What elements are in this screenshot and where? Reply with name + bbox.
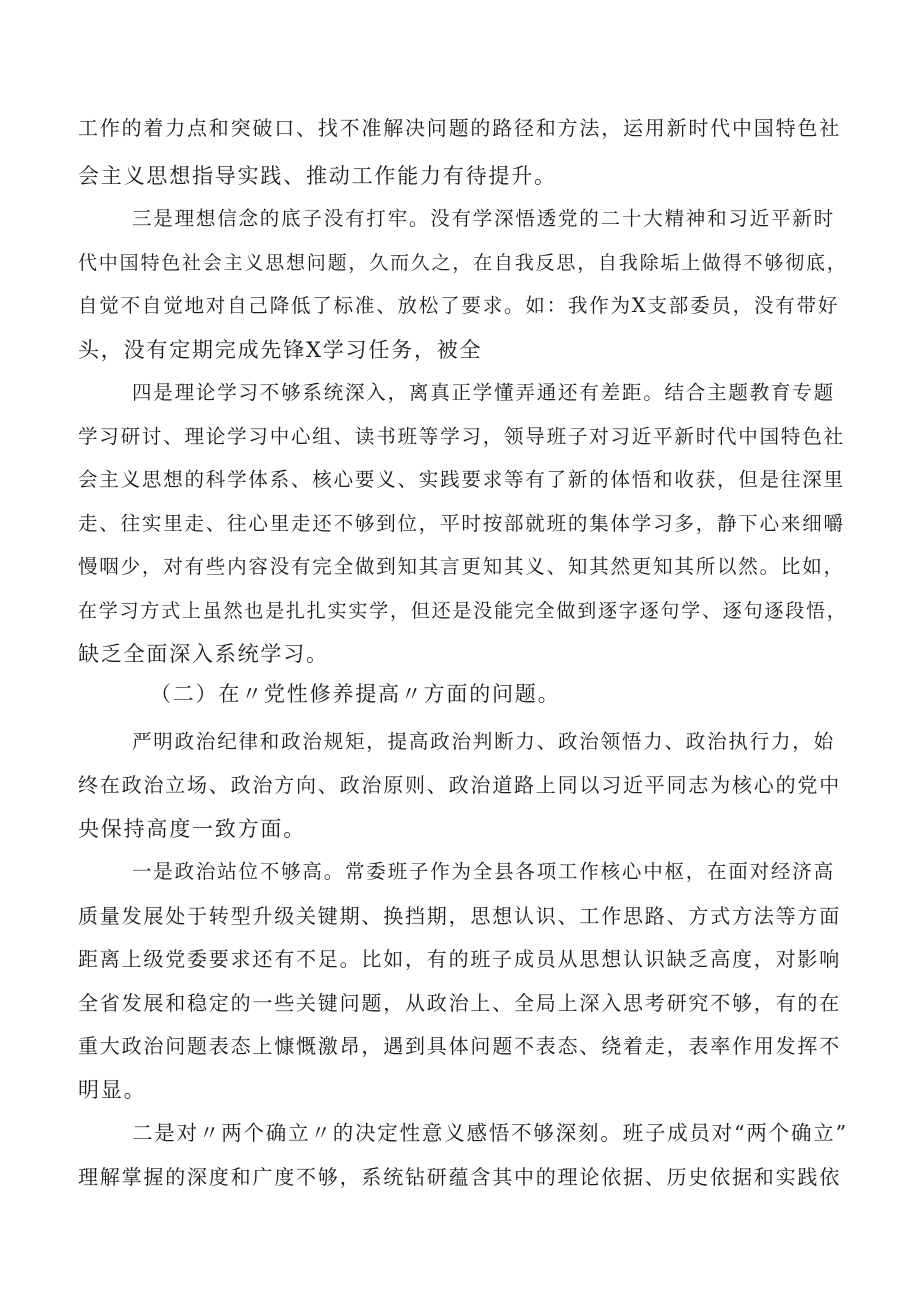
paragraph-line: 二是对〃两个确立〃的决定性意义感悟不够深刻。班子成员对“两个确立” — [132, 1121, 848, 1145]
paragraph-line: 三是理想信念的底子没有打牢。没有学深悟透党的二十大精神和习近平新时 — [132, 207, 835, 230]
paragraph-line: 工作的着力点和突破口、找不准解决问题的路径和方法，运用新时代中国特色社 — [78, 116, 841, 140]
paragraph-line: 距离上级党委要求还有不足。比如，有的班子成员从思想认识缺乏高度，对影响 — [78, 947, 841, 971]
paragraph-line: 会主义思想的科学体系、核心要义、实践要求等有了新的体悟和收获，但是往深里 — [78, 468, 845, 491]
paragraph-line: 严明政治纪律和政治规矩，提高政治判断力、政治领悟力、政治执行力，始 — [132, 730, 835, 753]
paragraph-line: 学习研讨、理论学习中心组、读书班等学习，领导班子对习近平新时代中国特色社 — [78, 425, 845, 448]
paragraph-line: 在学习方式上虽然也是扎扎实实学，但还是没能完全做到逐字逐句学、逐句逐段悟， — [78, 600, 848, 622]
paragraph-line: 一是政治站位不够高。常委班子作为全县各项工作核心中枢，在面对经济高 — [132, 860, 835, 883]
paragraph-line: 终在政治立场、政治方向、政治原则、政治道路上同以习近平同志为核心的党中 — [78, 773, 841, 797]
paragraph-line: 头，没有定期完成先锋X学习任务，被全 — [78, 338, 483, 362]
paragraph-line: 四是理论学习不够系统深入，离真正学懂弄通还有差距。结合主题教育专题 — [132, 381, 835, 404]
paragraph-line: 慢咽少，对有些内容没有完全做到知其言更知其义、知其然更知其所以然。比如， — [78, 555, 845, 578]
paragraph-line: 代中国特色社会主义思想问题，久而久之，在自我反思，自我除垢上做得不够彻底， — [78, 252, 848, 274]
paragraph-line: 质量发展处于转型升级关键期、换挡期，思想认识、工作思路、方式方法等方面 — [78, 904, 841, 928]
paragraph-line: 走、往实里走、往心里走还不够到位，平时按部就班的集体学习多，静下心来细嚼 — [78, 512, 845, 535]
paragraph-line: 全省发展和稳定的一些关键问题，从政治上、全局上深入思考研究不够，有的在 — [78, 991, 841, 1015]
paragraph-line: 重大政治问题表态上慷慨激昂，遇到具体问题不表态、绕着走，表率作用发挥不 — [78, 1034, 841, 1058]
paragraph-line: 明显。 — [78, 1078, 147, 1102]
paragraph-line: 理解掌握的深度和广度不够，系统钻研蕴含其中的理论依据、历史依据和实践依 — [78, 1165, 841, 1189]
paragraph-line: 缺乏全面深入系统学习。 — [78, 642, 329, 666]
paragraph-line: 会主义思想指导实践、推动工作能力有待提升。 — [78, 164, 557, 188]
paragraph-line: 自觉不自觉地对自己降低了标准、放松了要求。如：我作为X支部委员，没有带好 — [78, 294, 840, 317]
paragraph-line: 央保持高度一致方面。 — [78, 817, 306, 841]
section-heading: （二）在〃党性修养提高〃方面的问题。 — [150, 682, 561, 706]
